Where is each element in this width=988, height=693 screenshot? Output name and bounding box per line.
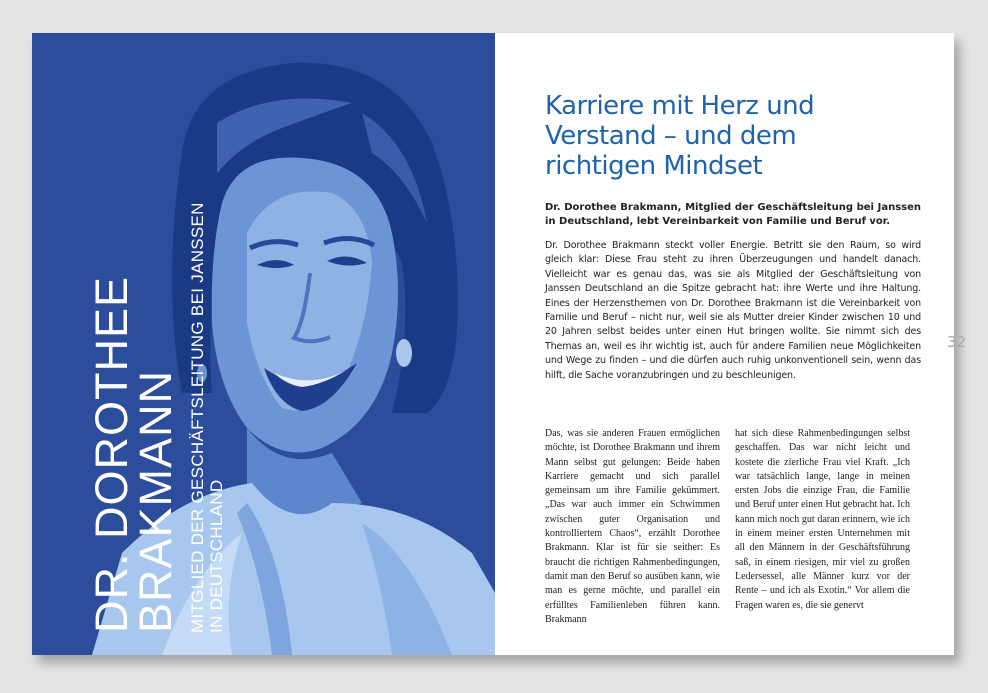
- body-column-1: Das, was sie anderen Frauen ermöglichen möchte, ist Dorothee Brakmann und ihrem Mann selbst gut gelungen: Beide haben Karriere gemacht und sich parallel gemeinsam um ihre Familie gekümmert. „Das war auch immer ein Schwimmen zwischen guter Organisation und kontrolliertem Chaos“, erzählt Dorothee Brakmann. Klar ist für sie seither: Es braucht die richtigen Rahmenbedingungen, damit man den Beruf so ausüben kann, wie man es gerne möchte, und parallel ein erfülltes Familienleben führen kann. Brakmann: [545, 428, 720, 625]
- person-title-line2: IN DEUTSCHLAND: [207, 479, 226, 633]
- page-number: 32: [947, 333, 967, 351]
- person-name-line2: BRAKMANN: [130, 369, 181, 633]
- person-title-line1: MITGLIED DER GESCHÄFTSLEITUNG BEI JANSSEN: [188, 202, 207, 633]
- headline-line3: richtigen Mindset: [545, 151, 763, 181]
- right-page: [495, 33, 967, 655]
- article-headline: [545, 91, 925, 181]
- body-column-2: hat sich diese Rahmenbedingungen selbst geschaffen. Das war nicht leicht und kostete die zierliche Frau viel Kraft. „Ich war tatsächlich lange, lange in meinen ersten Jobs die einzige Frau, die Familie und Beruf unter einen Hut gebracht hat. Ich kann mich noch gut daran erinnern, wie ich in einem meiner ersten Unternehmen mit all den Männern in der Geschäftsführung saß, in einem riesigen, mir viel zu großen Ledersessel, alle Männer kurz vor der Rente – und ich als Exotin.“ Vor allem die Fragen waren es, die sie genervt: [735, 428, 910, 611]
- person-name-line1: DR. DOROTHEE: [86, 275, 137, 633]
- intro-paragraph: Dr. Dorothee Brakmann steckt voller Energie. Betritt sie den Raum, so wird gleich klar: Diese Frau steht zu ihren Überzeugungen und handelt danach. Vielleicht war es genau das, was sie als Mitglied der Geschäftsleitung von Janssen Deutschland an die Spitze gebracht hat: ihre Werte und ihre Haltung. Eines der Herzensthemen von Dr. Dorothee Brakmann ist die Vereinbarkeit von Familie und Beruf – nicht nur, weil sie als Mutter dreier Kinder zwischen 10 und 20 Jahren selbst beides unter einen Hut bringen wollte. Sie nimmt sich des Themas an, weil es ihr wichtig ist, auch für andere Familien neue Möglichkeiten und Wege zu finden – und die dürfen auch ruhig unkonventionell sein, wenn das hilft, die Sache voranzubringen und zu beschleunigen.: [545, 240, 921, 381]
- left-page: [32, 33, 495, 655]
- headline-line1: Karriere mit Herz und: [545, 91, 815, 121]
- lead-paragraph: Dr. Dorothee Brakmann, Mitglied der Geschäftsleitung bei Janssen in Deutschland, lebt Vereinbarkeit von Familie und Beruf vor.: [545, 202, 921, 227]
- vertical-name-block: [86, 202, 240, 633]
- magazine-spread: [32, 33, 967, 655]
- headline-line2: Verstand – und dem: [545, 121, 797, 151]
